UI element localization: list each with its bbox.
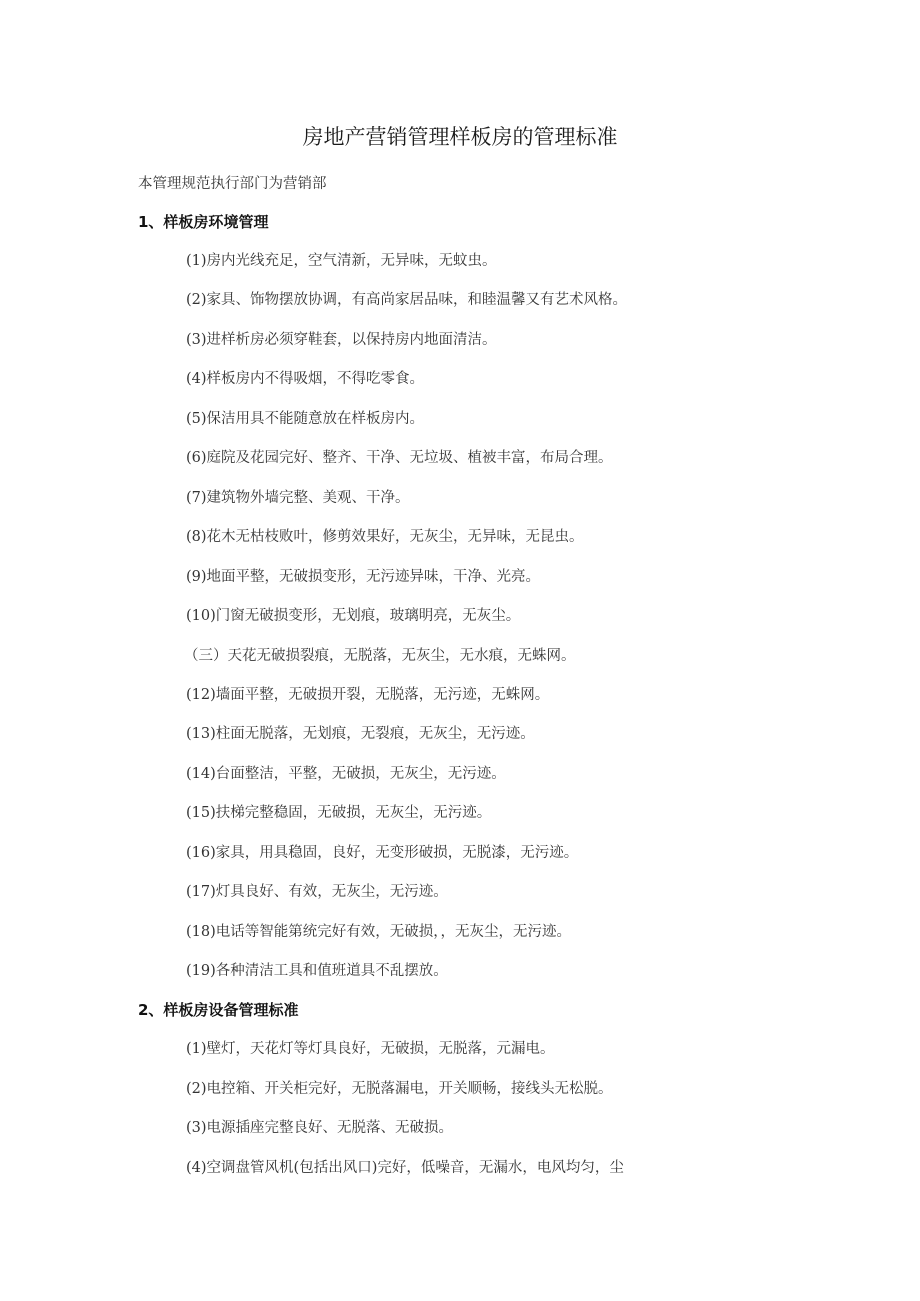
document-title: 房地产营销管理样板房的管理标准 (302, 125, 618, 149)
list-item: (1)壁灯，天花灯等灯具良好，无破损，无脱落，元漏电。 (186, 1041, 555, 1057)
intro-text: 本管理规范执行部门为营销部 (138, 176, 327, 192)
list-item: (2)电控箱、开关柜完好，无脱落漏电，开关顺畅，接线头无松脱。 (186, 1081, 613, 1097)
list-item: (2)家具、饰物摆放协调，有高尚家居品味，和睦温馨又有艺术风格。 (186, 292, 628, 308)
list-item: (4)空调盘管风机(包括出风口)完好，低噪音，无漏水，电风均匀，尘 (186, 1160, 624, 1176)
list-item: （三）天花无破损裂痕，无脱落，无灰尘，无水痕，无蛛网。 (184, 648, 576, 664)
list-item: (13)柱面无脱落，无划痕，无裂痕，无灰尘，无污迹。 (186, 726, 535, 742)
list-item: (14)台面整洁，平整，无破损，无灰尘，无污迹。 (186, 766, 506, 782)
list-item: (16)家具，用具稳固，良好，无变形破损，无脱漆，无污迹。 (186, 845, 579, 861)
list-item: (6)庭院及花园完好、整齐、干净、无垃圾、植被丰富，布局合理。 (186, 450, 613, 466)
list-item: (17)灯具良好、有效，无灰尘，无污迹。 (186, 884, 448, 900)
list-item: (19)各种清洁工具和值班道具不乱摆放。 (186, 963, 448, 979)
list-item: (3)电源插座完整良好、无脱落、无破损。 (186, 1120, 454, 1136)
section-heading-environment: 1、样板房环境管理 (138, 213, 269, 231)
list-item: (9)地面平整，无破损变形，无污迹异味，干净、光亮。 (186, 569, 541, 585)
list-item: (7)建筑物外墙完整、美观、干净。 (186, 490, 410, 506)
list-item: (18)电话等智能第统完好有效，无破损，，无灰尘，无污迹。 (186, 924, 572, 940)
list-item: (3)进样析房必须穿鞋套，以保持房内地面清洁。 (186, 332, 497, 348)
section-heading-equipment: 2、样板房设备管理标准 (138, 1001, 299, 1019)
list-item: (1)房内光线充足，空气清新，无异味，无蚊虫。 (186, 253, 497, 269)
list-item: (10)门窗无破损变形，无划痕，玻璃明亮，无灰尘。 (186, 608, 521, 624)
list-item: (12)墙面平整，无破损开裂，无脱落，无污迹，无蛛网。 (186, 687, 550, 703)
list-item: (5)保洁用具不能随意放在样板房内。 (186, 411, 425, 427)
list-item: (15)扶梯完整稳固，无破损，无灰尘，无污迹。 (186, 805, 492, 821)
list-item: (4)样板房内不得吸烟，不得吃零食。 (186, 371, 425, 387)
list-item: (8)花木无枯枝败叶，修剪效果好，无灰尘，无异味，无昆虫。 (186, 529, 584, 545)
